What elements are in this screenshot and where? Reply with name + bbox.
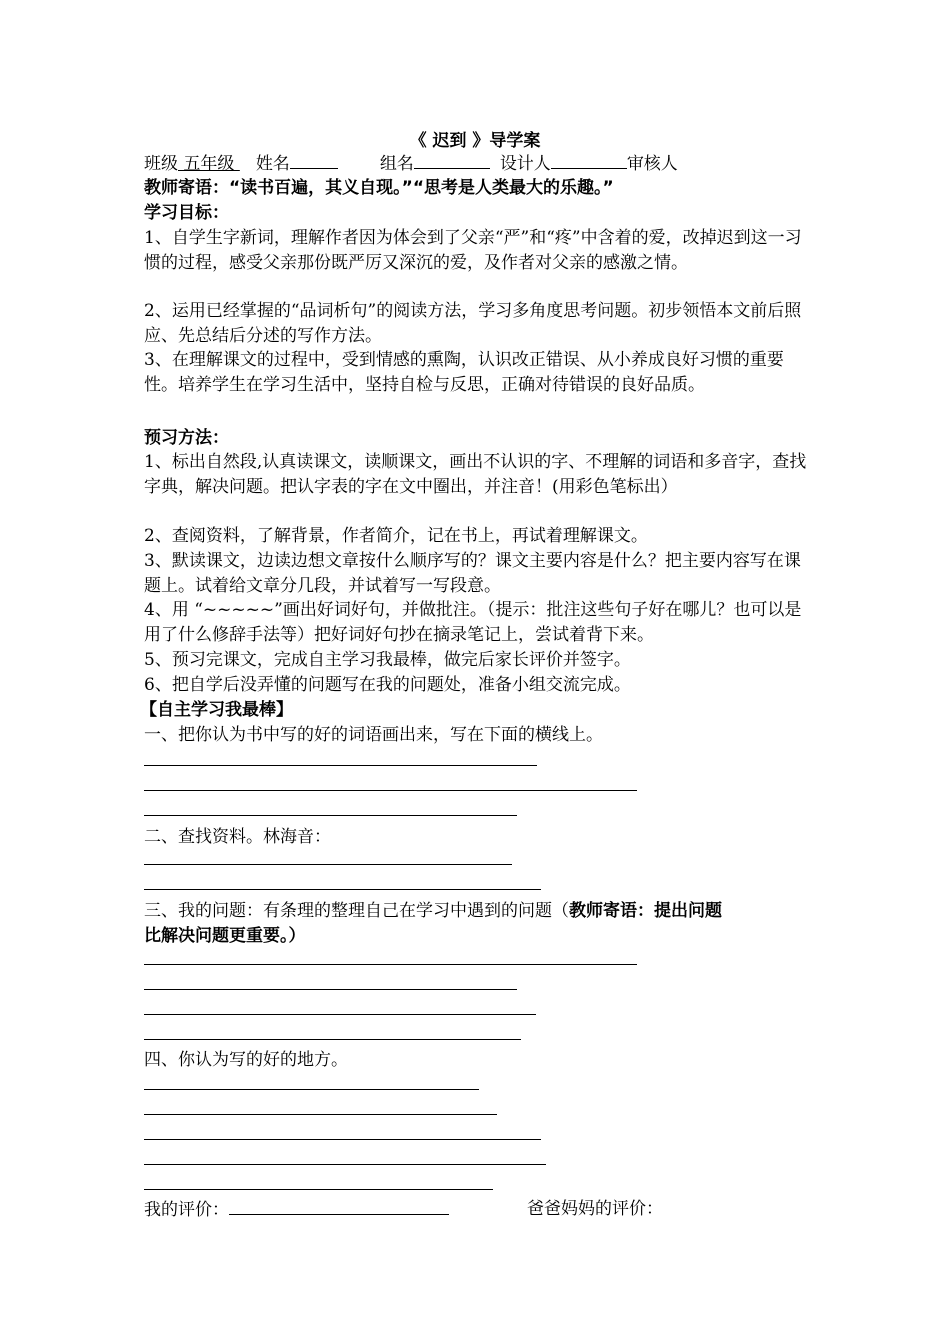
answer-line[interactable] [144, 1014, 536, 1015]
question-1: 一、把你认为书中写的好的词语画出来，写在下面的横线上。 [144, 725, 603, 745]
name-label: 姓名 [255, 154, 290, 174]
question-3-teacher-note: 教师寄语：提出问题 [569, 901, 722, 921]
method-item-6: 6、把自学后没弄懂的问题写在我的问题处，准备小组交流完成。 [144, 675, 631, 695]
answer-line[interactable] [144, 1164, 546, 1165]
question-3-text: 三、我的问题：有条理的整理自己在学习中遇到的问题（ [144, 901, 569, 921]
answer-line[interactable] [144, 964, 637, 965]
answer-line[interactable] [144, 1089, 479, 1090]
answer-line[interactable] [144, 1039, 521, 1040]
answer-line[interactable] [144, 815, 517, 816]
designer-label: 设计人 [499, 154, 551, 174]
answer-line[interactable] [144, 1114, 497, 1115]
teacher-message: 教师寄语：“读书百遍，其义自现。”“思考是人类最大的乐趣。” [144, 178, 614, 198]
class-value: 五年级 [178, 154, 240, 174]
answer-line[interactable] [144, 889, 541, 890]
answer-line[interactable] [144, 790, 637, 791]
objective-item-1: 1、自学生字新词，理解作者因为体会到了父亲“严”和“疼”中含着的爱，改掉迟到这一习惯的过程，感受父亲那份既严厉又深沉的爱，及作者对父亲的感激之情。 [144, 228, 802, 273]
answer-line[interactable] [144, 989, 517, 990]
answer-line[interactable] [144, 864, 512, 865]
group-blank[interactable] [414, 151, 490, 169]
method-item-4: 4、用 “~~~~~”画出好词好句，并做批注。（提示：批注这些句子好在哪儿？也可以是用了什么修辞手法等）把好词好句抄在摘录笔记上，尝试着背下来。 [144, 600, 802, 645]
answer-line[interactable] [144, 765, 537, 766]
answer-line[interactable] [144, 1189, 493, 1190]
method-item-5: 5、预习完课文，完成自主学习我最棒，做完后家长评价并签字。 [144, 650, 631, 670]
objectives-heading: 学习目标： [144, 203, 229, 223]
answer-line[interactable] [144, 1139, 541, 1140]
page-title: 《 迟到 》导学案 [409, 131, 541, 151]
objective-item-3: 3、在理解课文的过程中，受到情感的熏陶，认识改正错误、从小养成良好习惯的重要性。培养学生在学习生活中，坚持自检与反思，正确对待错误的良好品质。 [144, 350, 784, 395]
name-blank[interactable] [290, 151, 338, 169]
method-item-1: 1、标出自然段,认真读课文，读顺课文，画出不认识的字、不理解的词语和多音字，查找字典，解决问题。把认字表的字在文中圈出，并注音！(用彩色笔标出） [144, 452, 807, 497]
self-study-heading: 【自主学习我最棒】 [140, 700, 293, 720]
my-evaluation-blank[interactable] [229, 1197, 449, 1215]
objective-item-2: 2、运用已经掌握的“品词析句”的阅读方法，学习多角度思考问题。初步领悟本文前后照应、先总结后分述的写作方法。 [144, 301, 802, 346]
question-4: 四、你认为写的好的地方。 [144, 1050, 348, 1070]
method-item-2: 2、查阅资料，了解背景，作者简介，记在书上，再试着理解课文。 [144, 526, 648, 546]
parent-evaluation-label: 爸爸妈妈的评价： [527, 1199, 663, 1219]
class-label: 班级 [144, 154, 178, 174]
designer-blank[interactable] [551, 151, 627, 169]
methods-heading: 预习方法： [144, 428, 229, 448]
question-2: 二、查找资料。林海音： [144, 827, 331, 847]
my-evaluation [144, 1197, 449, 1222]
question-3-teacher-note-cont: 比解决问题更重要。） [144, 926, 306, 946]
my-evaluation-label: 我的评价： [144, 1200, 229, 1220]
reviewer-label: 审核人 [626, 154, 678, 174]
method-item-3: 3、默读课文，边读边想文章按什么顺序写的？课文主要内容是什么？把主要内容写在课题上。试着给文章分几段，并试着写一写段意。 [144, 551, 801, 596]
question-3 [144, 899, 722, 923]
header-row [144, 151, 678, 176]
group-label: 组名 [379, 154, 414, 174]
